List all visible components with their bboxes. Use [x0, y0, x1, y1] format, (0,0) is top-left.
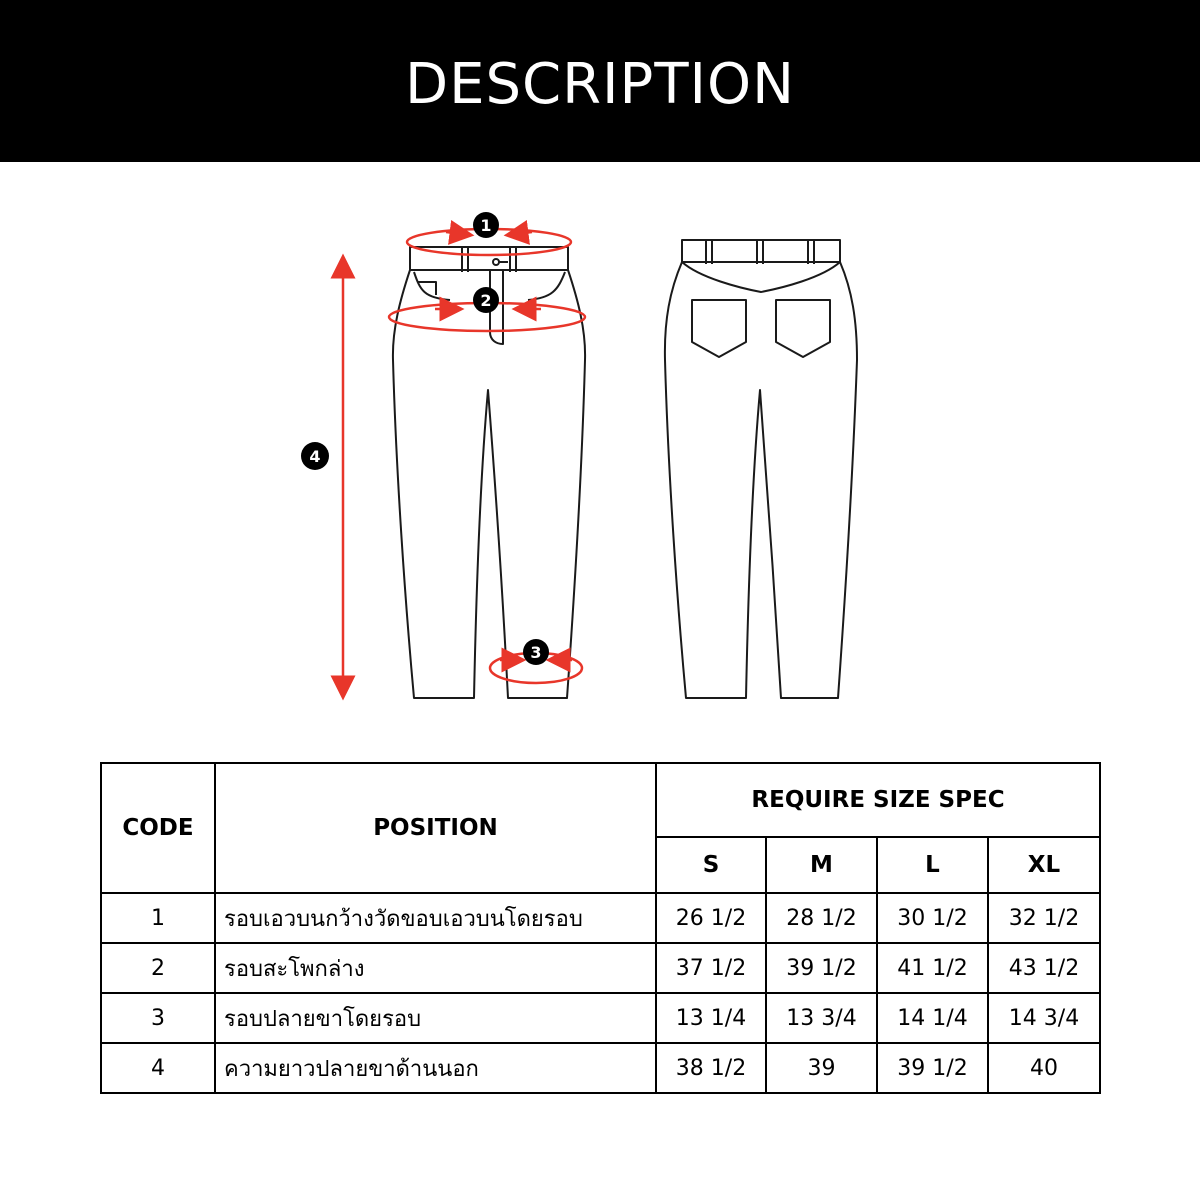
- value-cell: 39: [766, 1043, 877, 1093]
- code-header: CODE: [101, 763, 215, 893]
- svg-text:3: 3: [530, 643, 542, 662]
- marker-badge-1: [473, 212, 499, 238]
- size-header-s: S: [656, 837, 766, 893]
- value-cell: 14 1/4: [877, 993, 988, 1043]
- position-cell: รอบปลายขาโดยรอบ: [215, 993, 656, 1043]
- position-cell: ความยาวปลายขาด้านนอก: [215, 1043, 656, 1093]
- value-cell: 14 3/4: [988, 993, 1100, 1043]
- value-cell: 41 1/2: [877, 943, 988, 993]
- table-row: [101, 993, 1100, 1043]
- table-row: [101, 1043, 1100, 1093]
- position-cell: รอบสะโพกล่าง: [215, 943, 656, 993]
- page-title: DESCRIPTION: [404, 52, 796, 117]
- pants-back-outline: [665, 240, 857, 698]
- value-cell: 37 1/2: [656, 943, 766, 993]
- marker-badge-4: [301, 442, 329, 470]
- value-cell: 13 1/4: [656, 993, 766, 1043]
- marker-badge-3: [523, 639, 549, 665]
- code-cell: 4: [101, 1043, 215, 1093]
- measure-lines: [343, 229, 585, 688]
- value-cell: 43 1/2: [988, 943, 1100, 993]
- code-cell: 2: [101, 943, 215, 993]
- svg-text:2: 2: [480, 291, 492, 310]
- code-cell: 3: [101, 993, 215, 1043]
- value-cell: 26 1/2: [656, 893, 766, 943]
- position-header: POSITION: [215, 763, 656, 893]
- waist-arrow-right: [516, 232, 532, 234]
- value-cell: 28 1/2: [766, 893, 877, 943]
- svg-text:4: 4: [309, 447, 321, 466]
- size-header-l: L: [877, 837, 988, 893]
- waist-arrow-left: [446, 232, 462, 234]
- table-row: [101, 943, 1100, 993]
- value-cell: 39 1/2: [877, 1043, 988, 1093]
- marker-badge-2: [473, 287, 499, 313]
- table-row: [101, 893, 1100, 943]
- value-cell: 39 1/2: [766, 943, 877, 993]
- pants-front-outline: [393, 247, 585, 698]
- value-cell: 38 1/2: [656, 1043, 766, 1093]
- value-cell: 40: [988, 1043, 1100, 1093]
- value-cell: 32 1/2: [988, 893, 1100, 943]
- size-header-m: M: [766, 837, 877, 893]
- svg-text:1: 1: [480, 216, 492, 235]
- value-cell: 30 1/2: [877, 893, 988, 943]
- header-bar: [0, 0, 1200, 162]
- size-spec-table: [100, 762, 1101, 1094]
- size-header-xl: XL: [988, 837, 1100, 893]
- size-spec-header: REQUIRE SIZE SPEC: [656, 763, 1100, 837]
- value-cell: 13 3/4: [766, 993, 877, 1043]
- code-cell: 1: [101, 893, 215, 943]
- pants-measurement-diagram: [0, 162, 1200, 762]
- position-cell: รอบเอวบนกว้างวัดขอบเอวบนโดยรอบ: [215, 893, 656, 943]
